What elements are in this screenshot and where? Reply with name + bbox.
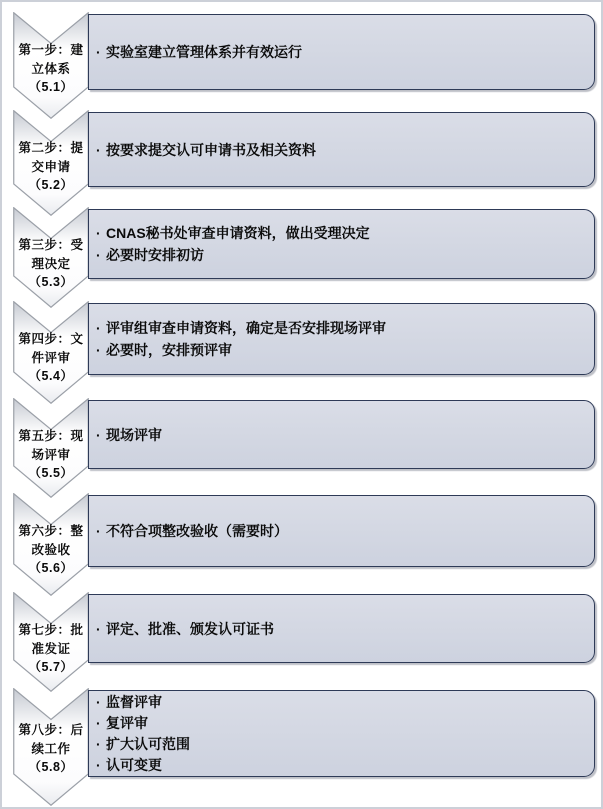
step-label-line: （5.8） <box>28 760 74 774</box>
step-chevron-7 <box>13 592 89 692</box>
step-chevron-1 <box>13 12 89 119</box>
step-detail-box <box>88 400 595 469</box>
bullet-icon: · <box>96 247 101 263</box>
step-label-line: 第六步：整 <box>18 524 84 538</box>
step-chevron-5 <box>13 398 89 498</box>
step-label <box>13 688 89 806</box>
bullet-text: 不符合项整改验收（需要时） <box>106 523 288 539</box>
step-label-line: 理决定 <box>31 256 71 271</box>
bullet-icon: · <box>96 44 101 60</box>
step-label-line: （5.5） <box>28 466 74 480</box>
step-label-line: 第一步：建 <box>18 43 84 57</box>
step-chevron-6 <box>13 493 89 596</box>
step-detail-box <box>88 14 595 90</box>
step-chevron-2 <box>13 110 89 216</box>
step-detail-box <box>88 303 595 375</box>
step-label-line: 件评审 <box>31 350 71 365</box>
bullet-text: 评定、批准、颁发认可证书 <box>106 620 274 637</box>
step-label <box>13 110 89 216</box>
step-label-line: 场评审 <box>31 447 71 462</box>
step-label-line: 第二步：提 <box>18 141 84 155</box>
bullet-item <box>96 244 584 266</box>
bullet-icon: · <box>96 426 101 443</box>
bullet-item <box>96 222 584 244</box>
bullet-text: 按要求提交认可申请书及相关资料 <box>106 141 316 158</box>
bullet-item <box>96 339 584 361</box>
bullet-icon: · <box>96 693 101 710</box>
bullet-item <box>96 755 584 776</box>
bullet-icon: · <box>96 620 101 637</box>
step-label <box>13 301 89 404</box>
bullet-icon: · <box>96 735 101 752</box>
step-detail-box <box>88 690 595 777</box>
bullet-icon: · <box>96 320 101 336</box>
step-chevron-4 <box>13 301 89 404</box>
bullet-text: CNAS秘书处审查申请资料，做出受理决定 <box>106 225 370 241</box>
step-detail-box <box>88 112 595 187</box>
step-label <box>13 12 89 119</box>
bullet-text: 评审组审查申请资料，确定是否安排现场评审 <box>106 320 386 336</box>
bullet-item <box>96 734 584 755</box>
bullet-icon: · <box>96 756 101 773</box>
bullet-item <box>96 520 584 542</box>
bullet-text: 复评审 <box>106 714 148 731</box>
bullet-item <box>96 713 584 734</box>
step-detail-box <box>88 209 595 279</box>
step-label-line: （5.3） <box>28 275 74 289</box>
bullet-text: 扩大认可范围 <box>106 735 190 752</box>
step-label-line: （5.1） <box>28 80 74 94</box>
bullet-icon: · <box>96 342 101 358</box>
bullet-text: 现场评审 <box>106 426 162 443</box>
step-label-line: （5.2） <box>28 178 74 192</box>
bullet-text: 实验室建立管理体系并有效运行 <box>106 44 302 60</box>
step-label-line: 准发证 <box>31 641 71 656</box>
step-label-line: （5.4） <box>28 369 74 383</box>
step-label <box>13 398 89 498</box>
step-label-line: 改验收 <box>31 542 71 557</box>
step-label-line: 第八步：后 <box>18 723 84 737</box>
step-label-line: 交申请 <box>31 159 71 174</box>
bullet-item <box>96 618 584 640</box>
bullet-icon: · <box>96 714 101 731</box>
bullet-item <box>96 41 584 63</box>
step-label-line: 第三步：受 <box>18 238 84 252</box>
bullet-icon: · <box>96 523 101 539</box>
step-chevron-8 <box>13 688 89 806</box>
bullet-item <box>96 692 584 713</box>
step-label-line: 第七步：批 <box>18 623 84 637</box>
step-label <box>13 207 89 308</box>
step-chevron-3 <box>13 207 89 308</box>
bullet-text: 必要时安排初访 <box>106 247 204 263</box>
step-label-line: （5.7） <box>28 660 74 674</box>
step-label-line: 续工作 <box>31 741 71 756</box>
step-label <box>13 592 89 692</box>
bullet-text: 认可变更 <box>106 756 162 773</box>
bullet-icon: · <box>96 141 101 158</box>
step-label <box>13 493 89 596</box>
step-label-line: 第五步：现 <box>18 429 84 443</box>
step-detail-box <box>88 495 595 567</box>
step-label-line: （5.6） <box>28 561 74 575</box>
bullet-item <box>96 317 584 339</box>
bullet-icon: · <box>96 225 101 241</box>
bullet-item <box>96 139 584 161</box>
bullet-text: 必要时，安排预评审 <box>106 342 232 358</box>
bullet-item <box>96 424 584 446</box>
bullet-text: 监督评审 <box>106 693 162 710</box>
step-label-line: 立体系 <box>31 61 71 76</box>
step-detail-box <box>88 594 595 663</box>
step-label-line: 第四步：文 <box>18 332 84 346</box>
